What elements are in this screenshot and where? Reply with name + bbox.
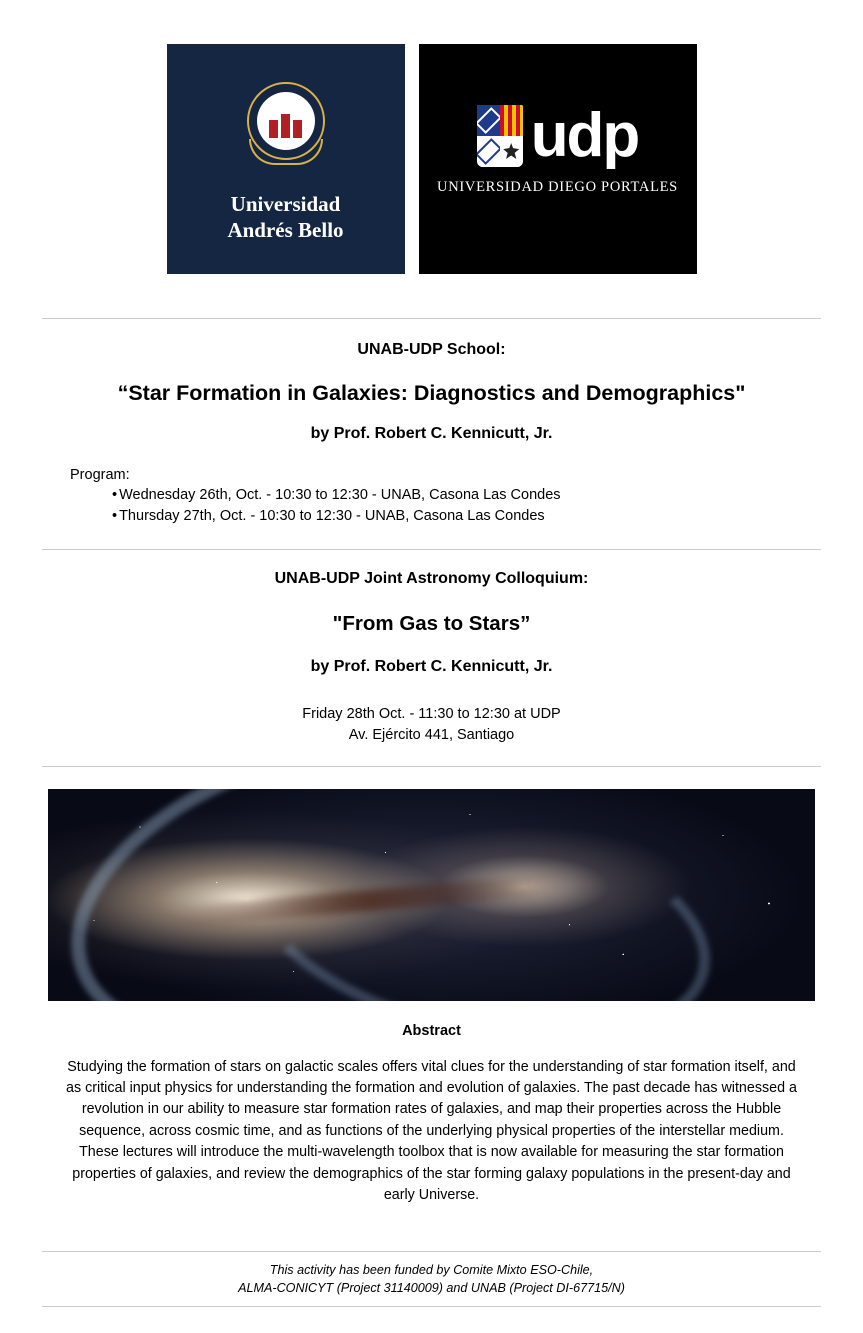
school-speaker: by Prof. Robert C. Kennicutt, Jr. <box>310 425 553 443</box>
seal-arc <box>249 139 323 165</box>
program-list <box>112 485 821 526</box>
colloquium-when-line2: Av. Ejército 441, Santiago <box>348 726 515 743</box>
funding-note <box>0 1252 863 1307</box>
school-heading: UNAB-UDP School: <box>357 341 506 358</box>
galaxy-starfield <box>48 789 815 1001</box>
udp-logo-row <box>477 100 639 170</box>
divider-3 <box>42 766 821 767</box>
unab-seal-icon <box>247 82 325 160</box>
program-label: Program: <box>70 467 130 484</box>
udp-subtitle: UNIVERSIDAD DIEGO PORTALES <box>437 178 678 195</box>
galaxy-photo <box>48 789 815 1001</box>
book-icon <box>269 112 303 138</box>
divider-5 <box>42 1306 821 1307</box>
colloquium-title: "From Gas to Stars” <box>332 611 531 635</box>
udp-logo <box>419 44 697 274</box>
colloquium-when-line1: Friday 28th Oct. - 11:30 to 12:30 at UDP <box>302 705 561 722</box>
udp-wordmark: udp <box>530 100 639 170</box>
unab-logo-text <box>227 192 343 243</box>
funding-line2: ALMA-CONICYT (Project 31140009) and UNAB (Project DI-67715/N) <box>238 1280 625 1295</box>
program-item: • Thursday 27th, Oct. - 10:30 to 12:30 - UNAB, Casona Las Condes <box>112 506 821 527</box>
program-item: • Wednesday 26th, Oct. - 10:30 to 12:30 - UNAB, Casona Las Condes <box>112 485 821 506</box>
unab-logo-line1: Universidad <box>230 192 341 216</box>
school-title: “Star Formation in Galaxies: Diagnostics and Demographics" <box>117 381 746 405</box>
school-section <box>0 319 863 549</box>
colloquium-heading: UNAB-UDP Joint Astronomy Colloquium: <box>274 569 589 587</box>
abstract-body: Studying the formation of stars on galactic scales offers vital clues for the understanding of star formation itself, and as critical input physics for understanding the formation and evolution of galaxies. The past decade has witnessed a revolution in our ability to measure star formation rates of galaxies, and map their properties across the Hubble sequence, across cosmic time, and as functions of the underlying physical properties of the interstellar medium. These lectures will introduce the multi-wavelength toolbox that is now available for measuring the star formation properties of galaxies, and review the demographics of the star forming galaxy populations in the present-day and early Universe. <box>66 1058 797 1204</box>
udp-shield-icon <box>477 105 523 167</box>
abstract-title: Abstract <box>402 1022 461 1039</box>
colloquium-section <box>0 550 863 746</box>
unab-logo-line2: Andrés Bello <box>227 217 344 242</box>
logo-row <box>0 0 863 274</box>
unab-logo <box>167 44 405 274</box>
colloquium-when <box>42 704 821 746</box>
funding-line1: This activity has been funded by Comite Mixto ESO-Chile, <box>269 1262 594 1277</box>
colloquium-speaker: by Prof. Robert C. Kennicutt, Jr. <box>310 657 553 675</box>
